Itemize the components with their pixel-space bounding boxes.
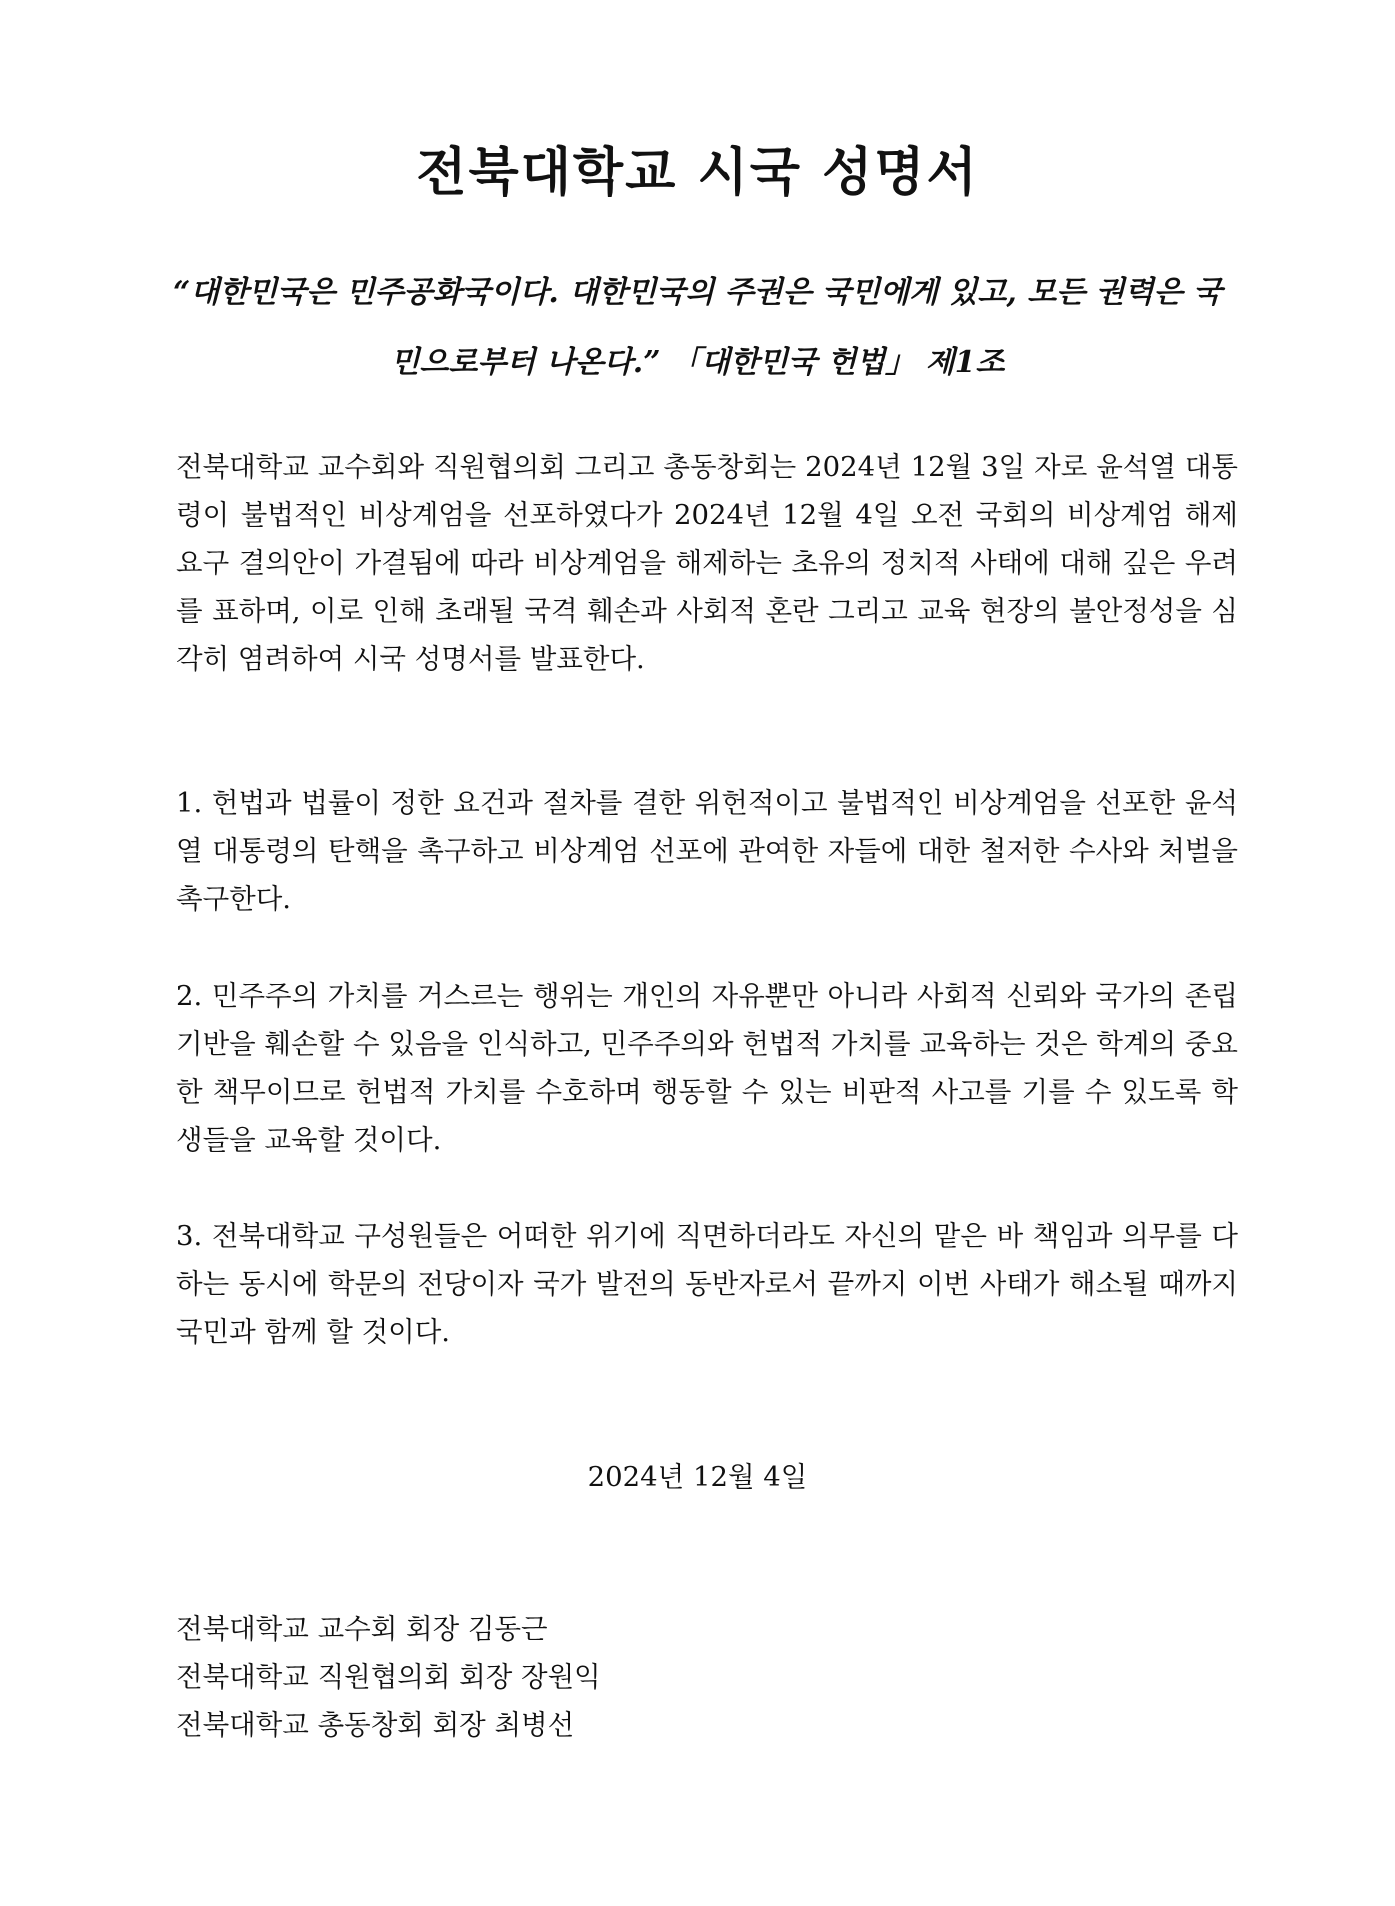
signatory-staff-council-president: 전북대학교 직원협의회 회장 장원익 bbox=[176, 1661, 601, 1693]
intro-paragraph: 전북대학교 교수회와 직원협의회 그리고 총동창회는 2024년 12월 3일 자로 윤석열 대통령이 불법적인 비상계엄을 선포하였다가 2024년 12월 4일 오전 국회의 비상계엄 해제 요구 결의안이 가결됨에 따라 비상계엄을 해제하는 초유의 정치적 사태에 대해 깊은 우려를 표하며, 이로 인해 초래될 국격 훼손과 사회적 혼란 그리고 교육 현장의 불안정성을 심각히 염려하여 시국 성명서를 발표한다. bbox=[176, 451, 1238, 675]
statement-item-2: 2. 민주주의 가치를 거스르는 행위는 개인의 자유뿐만 아니라 사회적 신뢰와 국가의 존립 기반을 훼손할 수 있음을 인식하고, 민주주의와 헌법적 가치를 교육하는 것은 학계의 중요한 책무이므로 헌법적 가치를 수호하며 행동할 수 있는 비판적 사고를 기를 수 있도록 학생들을 교육할 것이다. bbox=[176, 980, 1238, 1156]
signatory-faculty-president: 전북대학교 교수회 회장 김동근 bbox=[176, 1613, 548, 1645]
signatory-alumni-president: 전북대학교 총동창회 회장 최병선 bbox=[176, 1709, 575, 1741]
statement-item-1: 1. 헌법과 법률이 정한 요건과 절차를 결한 위헌적이고 불법적인 비상계엄을 선포한 윤석열 대통령의 탄핵을 촉구하고 비상계엄 선포에 관여한 자들에 대한 철저한 수사와 처벌을 촉구한다. bbox=[176, 787, 1238, 915]
constitution-quote: “대한민국은 민주공화국이다. 대한민국의 주권은 국민에게 있고, 모든 권력은 국민으로부터 나온다.” 「대한민국 헌법」 제1조 bbox=[172, 275, 1223, 380]
document-title: 전북대학교 시국 성명서 bbox=[416, 143, 979, 203]
statement-item-3: 3. 전북대학교 구성원들은 어떠한 위기에 직면하더라도 자신의 맡은 바 책임과 의무를 다하는 동시에 학문의 전당이자 국가 발전의 동반자로서 끝까지 이번 사태가 해소될 때까지 국민과 함께 할 것이다. bbox=[176, 1220, 1238, 1348]
signatory-list bbox=[176, 1605, 1238, 1749]
statement-date: 2024년 12월 4일 bbox=[587, 1461, 808, 1493]
